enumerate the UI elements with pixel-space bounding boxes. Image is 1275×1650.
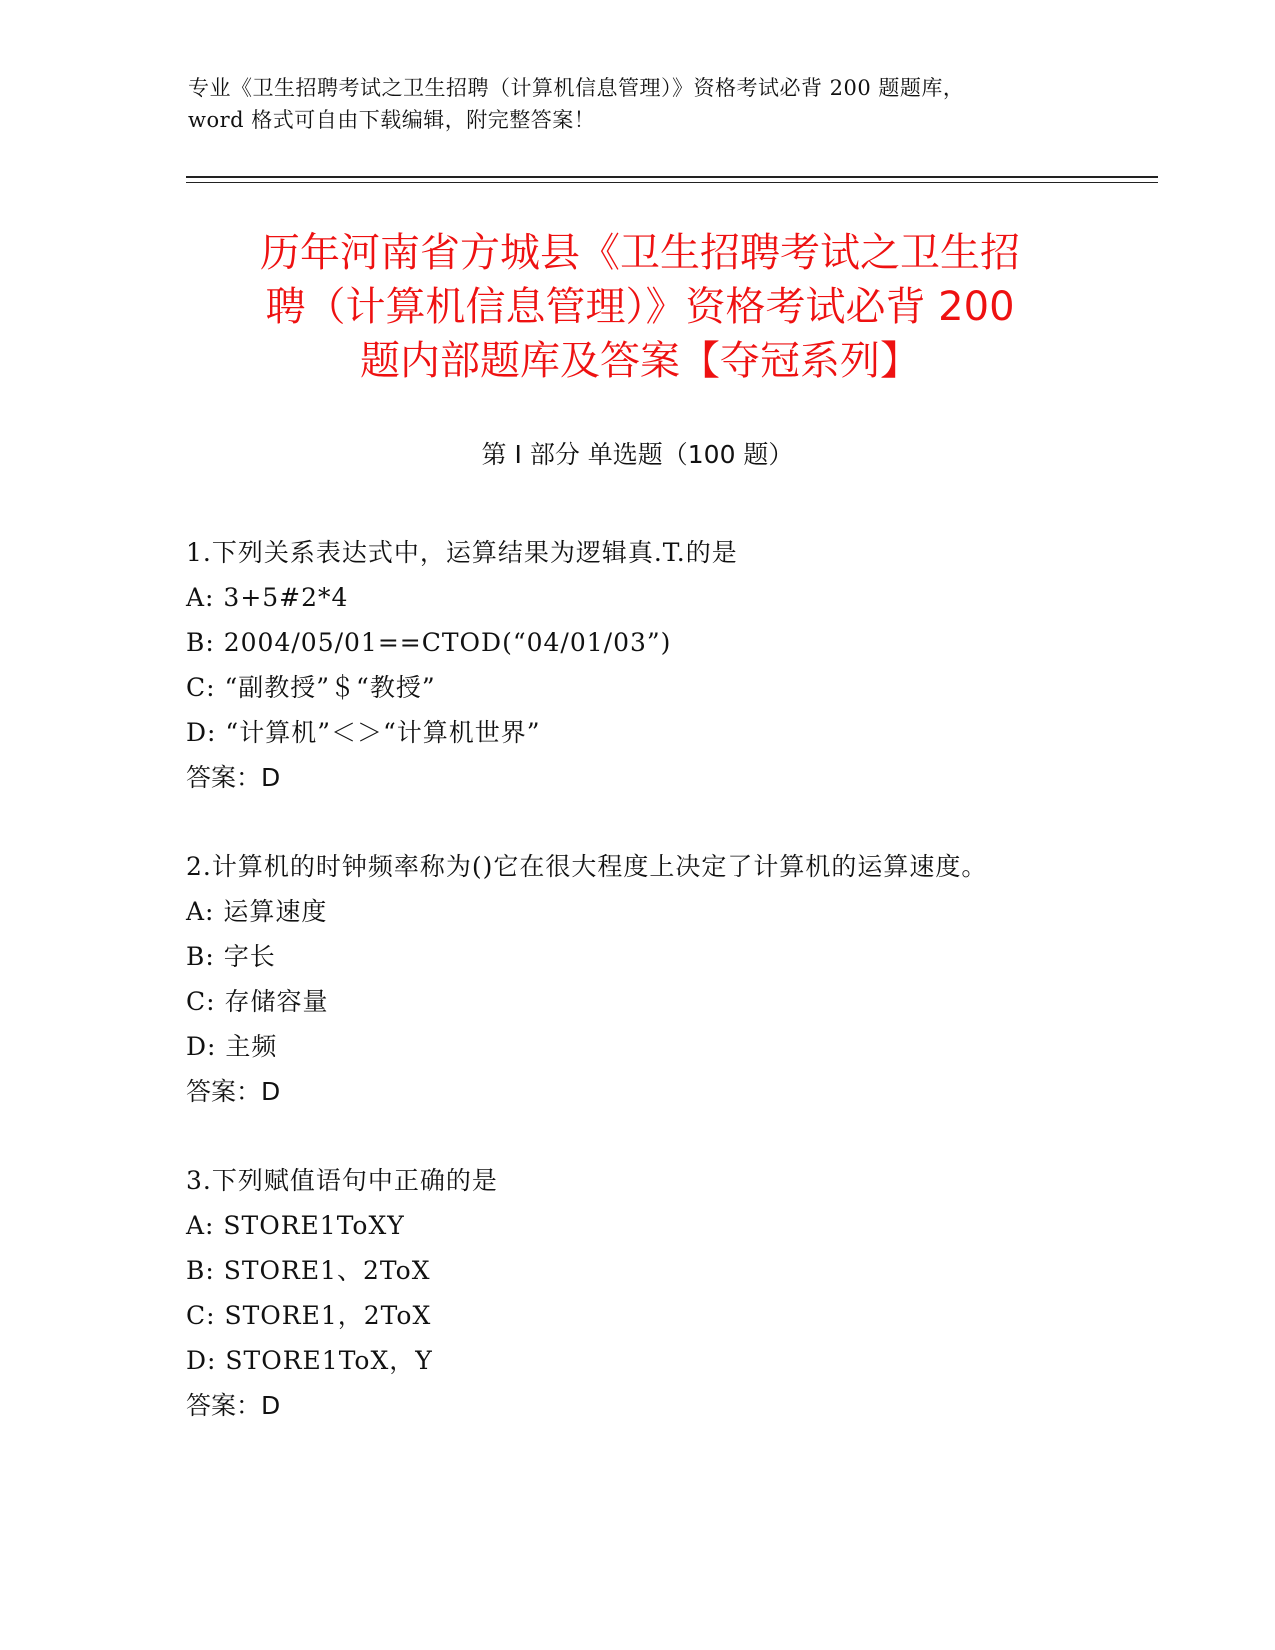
question-stem: 2.计算机的时钟频率称为()它在很大程度上决定了计算机的运算速度。 — [186, 852, 988, 881]
question-list — [186, 530, 1086, 1472]
question-stem: 3.下列赋值语句中正确的是 — [186, 1166, 498, 1195]
answer: 答案：D — [186, 1077, 281, 1106]
header-divider-thin — [186, 182, 1158, 183]
option-c: C: “副教授”＄“教授” — [186, 673, 436, 702]
option-c: C: STORE1，2ToX — [186, 1301, 432, 1330]
header-note — [188, 72, 1088, 136]
option-b: B: 字长 — [186, 942, 276, 971]
option-d: D: “计算机”＜＞“计算机世界” — [186, 718, 541, 747]
option-d: D: STORE1ToX，Y — [186, 1346, 433, 1375]
answer: 答案：D — [186, 763, 281, 792]
question-2 — [186, 844, 1086, 1114]
title-line-2: 聘（计算机信息管理）》资格考试必背 200 — [265, 284, 1015, 330]
title-line-3: 题内部题库及答案【夺冠系列】 — [360, 338, 920, 384]
option-b: B: STORE1、2ToX — [186, 1256, 431, 1285]
question-stem: 1.下列关系表达式中，运算结果为逻辑真.T.的是 — [186, 538, 738, 567]
section-title: 第 I 部分 单选题（100 题） — [481, 440, 794, 469]
header-note-line-2: word 格式可自由下载编辑，附完整答案！ — [188, 108, 596, 132]
option-c: C: 存储容量 — [186, 987, 329, 1016]
option-a: A: STORE1ToXY — [186, 1211, 405, 1240]
title-line-1: 历年河南省方城县《卫生招聘考试之卫生招 — [260, 230, 1020, 276]
option-a: A: 3+5#2*4 — [186, 583, 349, 612]
option-d: D: 主频 — [186, 1032, 278, 1061]
option-a: A: 运算速度 — [186, 897, 328, 926]
answer: 答案：D — [186, 1391, 281, 1420]
question-3 — [186, 1158, 1086, 1428]
document-title — [180, 226, 1100, 388]
header-note-line-1: 专业《卫生招聘考试之卫生招聘（计算机信息管理）》资格考试必背 200 题题库， — [188, 76, 965, 100]
question-1 — [186, 530, 1086, 800]
option-b: B: 2004/05/01==CTOD(“04/01/03”) — [186, 628, 672, 657]
header-divider-thick — [186, 176, 1158, 178]
